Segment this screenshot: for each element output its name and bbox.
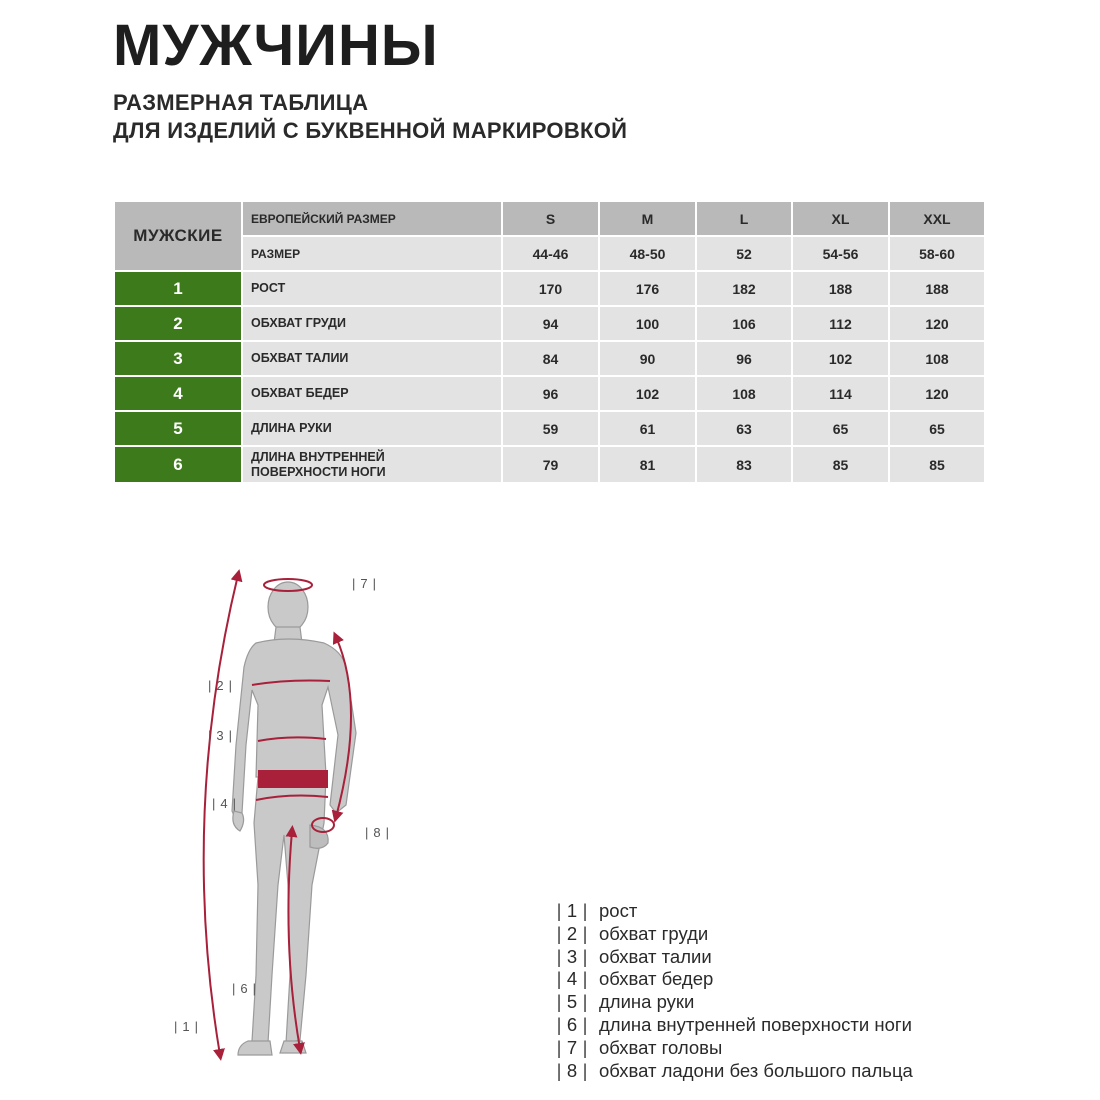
figure-marker-4: | 4 | xyxy=(212,796,237,811)
row-number: 3 xyxy=(114,341,242,376)
table-cell: 61 xyxy=(599,411,696,446)
body-measurement-figure xyxy=(160,555,420,1075)
row-label-line: ПОВЕРХНОСТИ НОГИ xyxy=(251,464,386,479)
table-cell: 85 xyxy=(889,446,985,483)
table-cell: 79 xyxy=(502,446,599,483)
euro-size-xxl: XXL xyxy=(889,201,985,236)
table-cell: 102 xyxy=(792,341,889,376)
figure-marker-3: | 3 | xyxy=(208,728,233,743)
legend-item: | 5 | длина руки xyxy=(556,991,695,1013)
table-cell: 83 xyxy=(696,446,792,483)
subtitle-line-2: ДЛЯ ИЗДЕЛИЙ С БУКВЕННОЙ МАРКИРОВКОЙ xyxy=(113,118,628,143)
row-label: ОБХВАТ БЕДЕР xyxy=(242,376,502,411)
figure-marker-7: | 7 | xyxy=(352,576,377,591)
table-cell: 94 xyxy=(502,306,599,341)
table-cell: 65 xyxy=(792,411,889,446)
row-label: РОСТ xyxy=(242,271,502,306)
table-cell: 108 xyxy=(889,341,985,376)
table-cell: 188 xyxy=(792,271,889,306)
ru-size: 52 xyxy=(696,236,792,271)
row-number: 2 xyxy=(114,306,242,341)
legend-item: | 4 | обхват бедер xyxy=(556,968,714,990)
table-cell: 84 xyxy=(502,341,599,376)
table-cell: 108 xyxy=(696,376,792,411)
table-row xyxy=(114,411,985,446)
table-cell: 63 xyxy=(696,411,792,446)
table-cell: 59 xyxy=(502,411,599,446)
table-cell: 120 xyxy=(889,376,985,411)
table-row xyxy=(114,341,985,376)
legend-item: | 3 | обхват талии xyxy=(556,945,712,967)
table-cell: 65 xyxy=(889,411,985,446)
table-cell: 114 xyxy=(792,376,889,411)
table-row xyxy=(114,306,985,341)
table-corner-label: МУЖСКИЕ xyxy=(114,201,242,271)
table-cell: 96 xyxy=(502,376,599,411)
row-label: ОБХВАТ ТАЛИИ xyxy=(242,341,502,376)
page-subtitle xyxy=(113,89,627,145)
subtitle-line-1: РАЗМЕРНАЯ ТАБЛИЦА xyxy=(113,90,369,115)
row-label: ДЛИНА РУКИ xyxy=(242,411,502,446)
size-table xyxy=(113,200,986,484)
figure-marker-6: | 6 | xyxy=(232,981,257,996)
header-row-ru xyxy=(114,236,985,271)
header-euro-label: ЕВРОПЕЙСКИЙ РАЗМЕР xyxy=(242,201,502,236)
header-size-label: РАЗМЕР xyxy=(242,236,502,271)
euro-size-l: L xyxy=(696,201,792,236)
euro-size-xl: XL xyxy=(792,201,889,236)
table-cell: 106 xyxy=(696,306,792,341)
ru-size: 48-50 xyxy=(599,236,696,271)
table-cell: 96 xyxy=(696,341,792,376)
table-cell: 170 xyxy=(502,271,599,306)
euro-size-s: S xyxy=(502,201,599,236)
euro-size-m: M xyxy=(599,201,696,236)
row-label: ОБХВАТ ГРУДИ xyxy=(242,306,502,341)
table-cell: 102 xyxy=(599,376,696,411)
table-cell: 120 xyxy=(889,306,985,341)
legend-item: | 2 | обхват груди xyxy=(556,922,709,944)
legend-item: | 6 | длина внутренней поверхности ноги xyxy=(556,1013,912,1035)
legend-item: | 7 | обхват головы xyxy=(556,1036,723,1058)
figure-marker-2: | 2 | xyxy=(208,678,233,693)
ru-size: 44-46 xyxy=(502,236,599,271)
ru-size: 58-60 xyxy=(889,236,985,271)
table-row xyxy=(114,271,985,306)
legend-item: | 8 | обхват ладони без большого пальца xyxy=(556,1059,913,1081)
row-number: 4 xyxy=(114,376,242,411)
row-label xyxy=(242,446,502,483)
figure-marker-1: | 1 | xyxy=(174,1019,199,1034)
table-cell: 100 xyxy=(599,306,696,341)
table-cell: 176 xyxy=(599,271,696,306)
table-cell: 90 xyxy=(599,341,696,376)
hip-band-mark xyxy=(258,770,328,788)
man-silhouette xyxy=(232,582,356,1055)
measurement-legend xyxy=(553,900,913,1082)
row-number: 5 xyxy=(114,411,242,446)
table-cell: 112 xyxy=(792,306,889,341)
header-row-euro xyxy=(114,201,985,236)
table-cell: 182 xyxy=(696,271,792,306)
figure-marker-8: | 8 | xyxy=(365,825,390,840)
legend-item: | 1 | рост xyxy=(556,900,638,921)
table-cell: 188 xyxy=(889,271,985,306)
ru-size: 54-56 xyxy=(792,236,889,271)
page-title: МУЖЧИНЫ xyxy=(113,13,439,78)
row-number: 1 xyxy=(114,271,242,306)
row-number: 6 xyxy=(114,446,242,483)
table-cell: 81 xyxy=(599,446,696,483)
table-cell: 85 xyxy=(792,446,889,483)
row-label-line: ДЛИНА ВНУТРЕННЕЙ xyxy=(251,449,385,464)
table-row xyxy=(114,446,985,483)
table-row xyxy=(114,376,985,411)
